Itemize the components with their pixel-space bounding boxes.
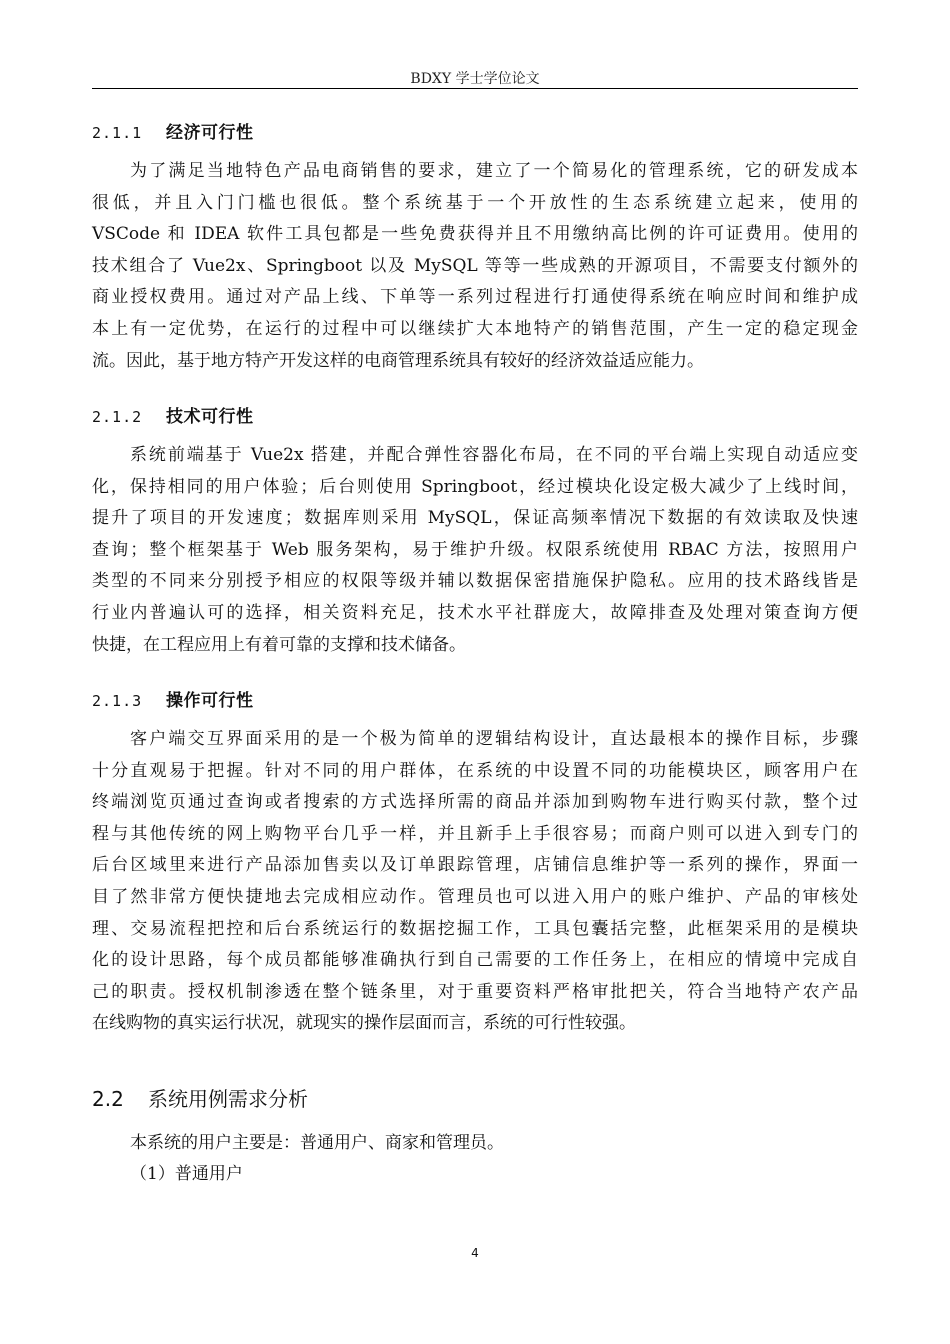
- paragraph-line: 系统前端基于 Vue2x 搭建，并配合弹性容器化布局，在不同的平台端上实现自动适应变: [130, 445, 858, 465]
- section-heading-2-1-1: [92, 118, 254, 143]
- paragraph-line: 本上有一定优势，在运行的过程中可以继续扩大本地特产的销售范围，产生一定的稳定现金: [92, 318, 858, 339]
- paragraph-technical: [92, 440, 858, 661]
- section-title: 技术可行性: [166, 407, 254, 427]
- paragraph-line: 技术组合了 Vue2x、Springboot 以及 MySQL 等等一些成熟的开源项目，不需要支付额外的: [92, 255, 858, 276]
- section-heading-2-2: [92, 1083, 308, 1112]
- page-number: 4: [471, 1246, 479, 1260]
- paragraph-operational: [92, 724, 858, 1040]
- paragraph-line: 流。因此，基于地方特产开发这样的电商管理系统具有较好的经济效益适应能力。: [92, 350, 704, 371]
- section-number: 2.1.2: [92, 408, 143, 426]
- users-intro: 本系统的用户主要是：普通用户、商家和管理员。: [130, 1133, 504, 1153]
- paragraph-line: 后台区域里来进行产品添加售卖以及订单跟踪管理，店铺信息维护等一系列的操作，界面一: [92, 855, 858, 876]
- paragraph-economic: [92, 156, 858, 377]
- paragraph-line: 行业内普遍认可的选择，相关资料充足，技术水平社群庞大，故障排查及处理对策查询方便: [92, 602, 858, 623]
- paragraph-line: 商业授权费用。通过对产品上线、下单等一系列过程进行打通使得系统在响应时间和维护成: [92, 287, 858, 308]
- paragraph-line: 很低，并且入门门槛也很低。整个系统基于一个开放性的生态系统建立起来，使用的: [92, 192, 858, 213]
- section-heading-2-1-2: [92, 402, 254, 427]
- paragraph-line: 客户端交互界面采用的是一个极为简单的逻辑结构设计，直达最根本的操作目标，步骤: [130, 729, 858, 749]
- paragraph-line: 化，保持相同的用户体验；后台则使用 Springboot，经过模块化设定极大减少了上线时间，: [92, 476, 858, 497]
- paragraph-line: 类型的不同来分别授予相应的权限等级并辅以数据保密措施保护隐私。应用的技术路线皆是: [92, 571, 858, 592]
- section-title: 经济可行性: [166, 123, 254, 143]
- paragraph-line: 为了满足当地特色产品电商销售的要求，建立了一个简易化的管理系统，它的研发成本: [130, 161, 858, 181]
- header-rule: [92, 88, 858, 89]
- paragraph-line: 提升了项目的开发速度；数据库则采用 MySQL，保证高频率情况下数据的有效读取及快速: [92, 508, 858, 529]
- paragraph-line: 化的设计思路，每个成员都能够准确执行到自己需要的工作任务上，在相应的情境中完成自: [92, 950, 858, 971]
- paragraph-line: 十分直观易于把握。针对不同的用户群体，在系统的中设置不同的功能模块区，顾客用户在: [92, 760, 858, 781]
- section-title: 操作可行性: [166, 691, 254, 711]
- list-item-regular-user: （1）普通用户: [130, 1164, 243, 1184]
- paragraph-line: 快捷，在工程应用上有着可靠的支撑和技术储备。: [92, 634, 466, 655]
- section-title: 系统用例需求分析: [148, 1087, 308, 1111]
- running-header: BDXY 学士学位论文: [410, 71, 540, 87]
- paragraph-line: 在线购物的真实运行状况，就现实的操作层面而言，系统的可行性较强。: [92, 1013, 636, 1034]
- section-number: 2.2: [92, 1087, 124, 1111]
- section-number: 2.1.3: [92, 692, 143, 710]
- section-number: 2.1.1: [92, 124, 143, 142]
- paragraph-line: 查询；整个框架基于 Web 服务架构，易于维护升级。权限系统使用 RBAC 方法，按照用户: [92, 539, 858, 560]
- paragraph-line: VSCode 和 IDEA 软件工具包都是一些免费获得并且不用缴纳高比例的许可证费用。使用的: [92, 224, 858, 245]
- paragraph-line: 程与其他传统的网上购物平台几乎一样，并且新手上手很容易；而商户则可以进入到专门的: [92, 823, 858, 844]
- paragraph-line: 理、交易流程把控和后台系统运行的数据挖掘工作，工具包囊括完整，此框架采用的是模块: [92, 918, 858, 939]
- paragraph-line: 终端浏览页通过查询或者搜索的方式选择所需的商品并添加到购物车进行购买付款，整个过: [92, 792, 858, 813]
- section-heading-2-1-3: [92, 686, 254, 711]
- paragraph-line: 目了然非常方便快捷地去完成相应动作。管理员也可以进入用户的账户维护、产品的审核处: [92, 886, 858, 907]
- paragraph-line: 己的职责。授权机制渗透在整个链条里，对于重要资料严格审批把关，符合当地特产农产品: [92, 981, 858, 1002]
